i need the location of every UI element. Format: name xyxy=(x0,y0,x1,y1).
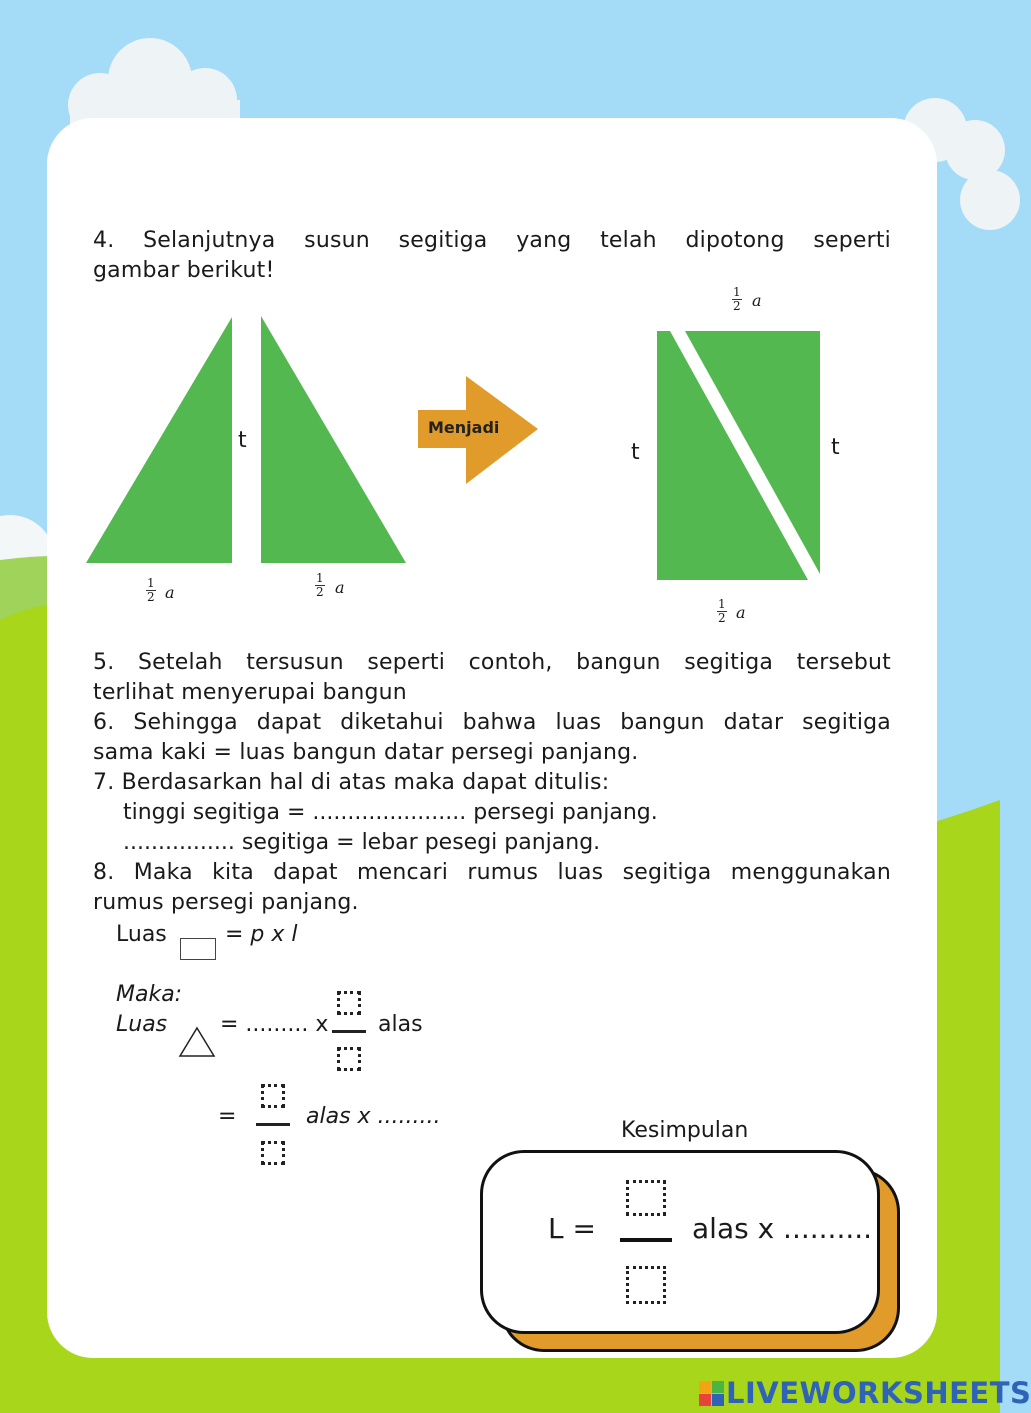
fraction-bar-1 xyxy=(332,1030,366,1033)
triangle-equation-prefix: = ......... x xyxy=(220,1012,329,1037)
a-variable-3: a xyxy=(752,291,762,310)
half-fraction-1: $\frac{1}{2}$ xyxy=(147,576,155,604)
height-label-rect-right: t xyxy=(831,435,840,460)
conclusion-title: Kesimpulan xyxy=(621,1118,749,1143)
half-fraction-3: $\frac{1}{2}$ xyxy=(733,285,741,313)
right-half-triangle xyxy=(261,316,406,563)
left-half-triangle xyxy=(86,317,232,563)
luas-triangle-label: Luas xyxy=(116,1012,168,1037)
a-variable-4: a xyxy=(736,603,746,622)
step-7-line-1: 7. Berdasarkan hal di atas maka dapat ditulis: xyxy=(93,770,610,795)
half-fraction-2: $\frac{1}{2}$ xyxy=(316,571,324,599)
step-5-line-2: terlihat menyerupai bangun xyxy=(93,680,407,705)
step-6-line-1: 6. Sehingga dapat diketahui bahwa luas bangun datar segitiga xyxy=(93,710,891,735)
numerator-input-2[interactable] xyxy=(261,1084,285,1108)
numerator-input-1[interactable] xyxy=(337,991,361,1015)
conclusion-alas-expression: alas x .......... xyxy=(692,1212,873,1245)
rectangle-icon xyxy=(180,938,216,960)
conclusion-L-equals: L = xyxy=(548,1212,596,1245)
step-6-line-2: sama kaki = luas bangun datar persegi panjang. xyxy=(93,740,639,765)
denominator-input-1[interactable] xyxy=(337,1047,361,1071)
conclusion-denominator-input[interactable] xyxy=(626,1266,666,1304)
step-8-line-1: 8. Maka kita dapat mencari rumus luas segitiga menggunakan xyxy=(93,860,891,885)
height-label-rect-left: t xyxy=(631,440,640,465)
step-8-line-2: rumus persegi panjang. xyxy=(93,890,359,915)
conclusion-fraction-bar xyxy=(620,1238,672,1242)
denominator-input-2[interactable] xyxy=(261,1141,285,1165)
maka-label: Maka: xyxy=(116,982,183,1007)
a-variable-1: a xyxy=(165,583,175,602)
alas-label-1: alas xyxy=(378,1012,423,1037)
step-4-line-2: gambar berikut! xyxy=(93,258,275,283)
height-label-left: t xyxy=(238,428,247,453)
conclusion-numerator-input[interactable] xyxy=(626,1180,666,1216)
rectangle-formula: = p x l xyxy=(225,922,298,947)
alas-times-expression: alas x ......... xyxy=(306,1104,441,1129)
equals-sign: = xyxy=(218,1104,237,1129)
step-4-line-1: 4. Selanjutnya susun segitiga yang telah dipotong seperti xyxy=(93,228,891,253)
triangle-icon xyxy=(178,1026,216,1058)
a-variable-2: a xyxy=(335,578,345,597)
liveworksheets-logo-text: LIVEWORKSHEETS xyxy=(726,1376,1031,1410)
luas-label: Luas xyxy=(116,922,167,947)
step-5-line-1: 5. Setelah tersusun seperti contoh, bangun segitiga tersebut xyxy=(93,650,891,675)
half-fraction-4: $\frac{1}{2}$ xyxy=(718,597,726,625)
fraction-bar-2 xyxy=(256,1123,290,1126)
arrow-label: Menjadi xyxy=(428,418,500,437)
step-7-line-3: ................ segitiga = lebar pesegi panjang. xyxy=(123,830,601,855)
step-7-line-2: tinggi segitiga = ...................... persegi panjang. xyxy=(123,800,658,825)
liveworksheets-logo-icon xyxy=(699,1381,725,1407)
